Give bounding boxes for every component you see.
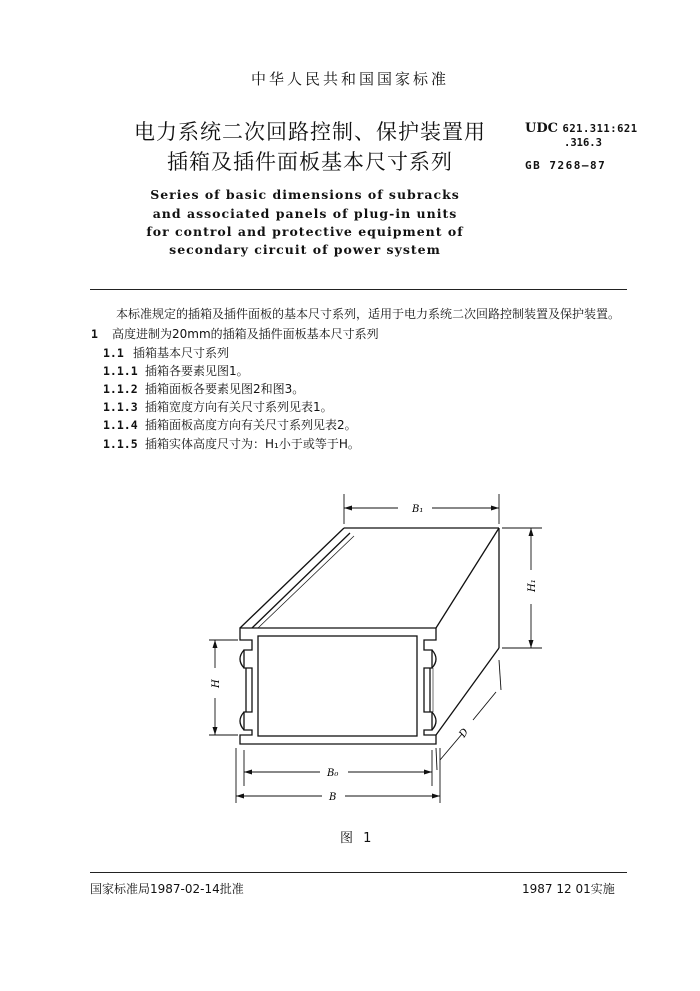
section-text: 插箱宽度方向有关尺寸系列见表1。 (145, 400, 333, 414)
dim-label-h: H (211, 679, 222, 688)
dim-label-b: B (329, 792, 337, 803)
english-title-line-3: for control and protective equipment of (146, 224, 464, 239)
footer-divider (90, 872, 627, 873)
approval-date: 国家标准局1987-02-14批准 (90, 882, 244, 896)
udc-code-continuation: .316.3 (564, 137, 602, 149)
english-title-line-1: Series of basic dimensions of subracks (150, 187, 460, 202)
section-text: 插箱实体高度尺寸为：H₁小于或等于H。 (145, 437, 360, 451)
section-text: 插箱面板各要素见图2和图3。 (145, 382, 305, 396)
gb-standard-number: GB 7268—87 (525, 159, 607, 172)
dim-label-b0: B₀ (327, 768, 339, 779)
section-number: 1.1 (103, 346, 124, 360)
english-title-line-4: secondary circuit of power system (169, 242, 441, 257)
section-number: 1 (91, 327, 98, 341)
section-text: 插箱各要素见图1。 (145, 364, 249, 378)
section-text: 插箱面板高度方向有关尺寸系列见表2。 (145, 418, 357, 432)
dim-label-d: D (457, 726, 472, 740)
dim-label-h1: H₁ (527, 579, 538, 592)
issuer-header: 中华人民共和国国家标准 (250, 70, 449, 88)
section-number: 1.1.2 (103, 382, 138, 396)
section-number: 1.1.1 (103, 364, 138, 378)
section-text: 插箱基本尺寸系列 (133, 346, 230, 360)
section-number: 1.1.5 (103, 437, 138, 451)
intro-paragraph: 本标准规定的插箱及插件面板的基本尺寸系列，适用于电力系统二次回路控制装置及保护装置。 (116, 307, 621, 321)
udc-code: 621.311:621 (562, 123, 638, 135)
section-number: 1.1.3 (103, 400, 138, 414)
document-title-line-1: 电力系统二次回路控制、保护装置用 (134, 120, 486, 144)
section-number: 1.1.4 (103, 418, 138, 432)
figure-caption: 图 1 (340, 831, 375, 846)
document-title-line-2: 插箱及插件面板基本尺寸系列 (167, 150, 453, 174)
english-title-line-2: and associated panels of plug-in units (152, 206, 458, 221)
dim-label-b1: B₁ (412, 504, 424, 515)
udc-label: UDC (525, 121, 558, 136)
section-text: 高度进制为20mm的插箱及插件面板基本尺寸系列 (112, 327, 379, 341)
effective-date: 1987 12 01实施 (522, 882, 615, 896)
